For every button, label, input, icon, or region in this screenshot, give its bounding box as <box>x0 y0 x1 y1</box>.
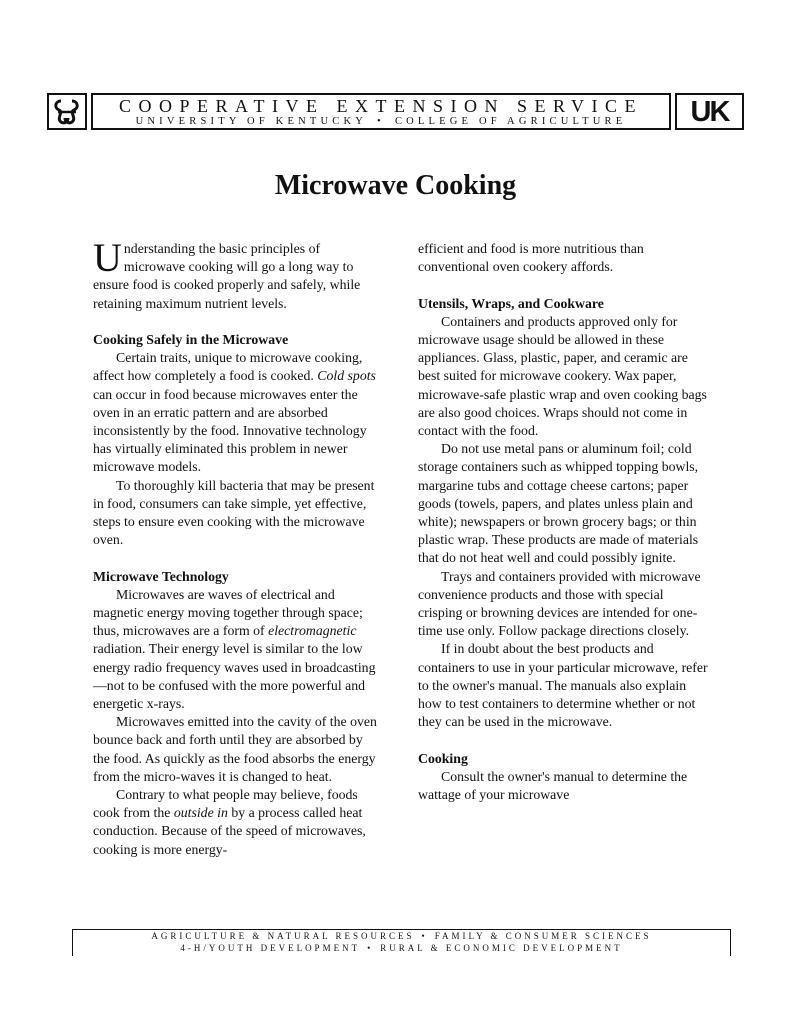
college-name: COLLEGE OF AGRICULTURE <box>394 116 627 127</box>
technology-p3-emphasis: outside in <box>173 805 228 821</box>
masthead-band <box>91 93 671 130</box>
intro-paragraph <box>93 235 378 313</box>
footer-program-agriculture: AGRICULTURE & NATURAL RESOURCES <box>151 931 415 941</box>
technology-p1-emphasis: electromagnetic <box>268 623 357 639</box>
technology-paragraph-3 <box>93 786 378 859</box>
footer-program-rural: RURAL & ECONOMIC DEVELOPMENT <box>380 943 623 953</box>
university-name: UNIVERSITY OF KENTUCKY <box>135 116 368 127</box>
ces-logo <box>47 93 87 130</box>
technology-paragraph-1 <box>93 586 378 713</box>
heading-cooking-safely: Cooking Safely in the Microwave <box>93 332 289 347</box>
heading-cooking: Cooking <box>418 750 468 766</box>
footer-program-family: FAMILY & CONSUMER SCIENCES <box>434 931 652 941</box>
uk-logo <box>675 93 744 130</box>
masthead <box>47 93 744 132</box>
ces-knot-icon <box>52 98 82 126</box>
heading-microwave-technology: Microwave Technology <box>93 568 229 584</box>
technology-p3-text-b: by a process called heat conduction. Because of the speed of microwaves, cooking is more energy- <box>93 805 366 857</box>
safety-paragraph-2: To thoroughly kill bacteria that may be present in food, consumers can take simple, yet effective, steps to ensure even cooking with the microwave oven. <box>93 477 375 548</box>
footer-line-2 <box>73 942 730 954</box>
technology-paragraph-2: Microwaves emitted into the cavity of the oven bounce back and forth until they are absorbed by the food. As quickly as the food absorbs the energy from the micro-waves it is changed to heat. <box>93 714 377 784</box>
footer-line-1 <box>73 930 730 942</box>
separator: • <box>367 943 374 953</box>
utensils-paragraph-4: If in doubt about the best products and containers to use in your particular microwave, refer to the owner's manual. The manuals also explain how to test containers to determine whether or not they can be used in the microwave. <box>418 641 708 730</box>
safety-paragraph-1 <box>93 349 378 476</box>
separator: • <box>377 116 385 127</box>
left-column <box>93 235 378 859</box>
page-title: Microwave Cooking <box>274 170 517 201</box>
technology-paragraph-3-continued: efficient and food is more nutritious than conventional oven cookery affords. <box>418 241 644 275</box>
cooking-paragraph-1: Consult the owner's manual to determine the wattage of your microwave <box>418 768 688 803</box>
technology-p3-text-a: Contrary to what people may believe, foods cook from the <box>93 787 358 821</box>
safety-p1-text-b: can occur in food because microwaves enter the oven in an erratic pattern and are absorbed inconsistently by the food. Innovative technology has virtually eliminated this problem in newer microwave models. <box>93 386 367 475</box>
uk-logo-text: UK <box>690 96 729 128</box>
program-footer <box>72 929 731 956</box>
separator: • <box>421 931 428 941</box>
utensils-paragraph-3: Trays and containers provided with microwave convenience products and those with special crisping or browning devices are intended for one-time use only. Follow package directions closely. <box>418 568 701 639</box>
footer-program-youth: 4-H/YOUTH DEVELOPMENT <box>180 943 361 953</box>
masthead-title: COOPERATIVE EXTENSION SERVICE <box>118 96 644 116</box>
heading-utensils: Utensils, Wraps, and Cookware <box>418 295 604 311</box>
masthead-subtitle <box>93 116 669 127</box>
utensils-paragraph-2: Do not use metal pans or aluminum foil; cold storage containers such as whipped topping bowls, margarine tubs and cottage cheese cartons; paper goods (towels, papers, and plates unless plain and white); newspapers or brown grocery bags; or thin plastic wrap. These products are made of materials that do not heat well and could possibly ignite. <box>418 441 699 566</box>
right-column <box>418 240 708 804</box>
safety-p1-emphasis: Cold spots <box>317 368 376 384</box>
safety-p1-text-a: Certain traits, unique to microwave cooking, affect how completely a food is cooked. <box>93 350 363 384</box>
utensils-paragraph-1: Containers and products approved only for microwave usage should be allowed in these appliances. Glass, plastic, paper, and ceramic are best suited for microwave cookery. Wax paper, microwave-safe plastic wrap and oven cooking bags are also good choices. Wraps should not come in contact with the food. <box>418 313 707 439</box>
technology-p1-text-b: radiation. Their energy level is similar to the low energy radio frequency waves used in broadcasting—not to be confused with the more powerful and energetic x-rays. <box>93 641 376 712</box>
intro-text: nderstanding the basic principles of microwave cooking will go a long way to ensure food is cooked properly and safely, while retaining maximum nutrient levels. <box>93 241 361 311</box>
technology-p1-text-a: Microwaves are waves of electrical and magnetic energy moving together through space; thus, microwaves are a form of <box>93 586 363 639</box>
drop-cap: U <box>93 235 122 280</box>
